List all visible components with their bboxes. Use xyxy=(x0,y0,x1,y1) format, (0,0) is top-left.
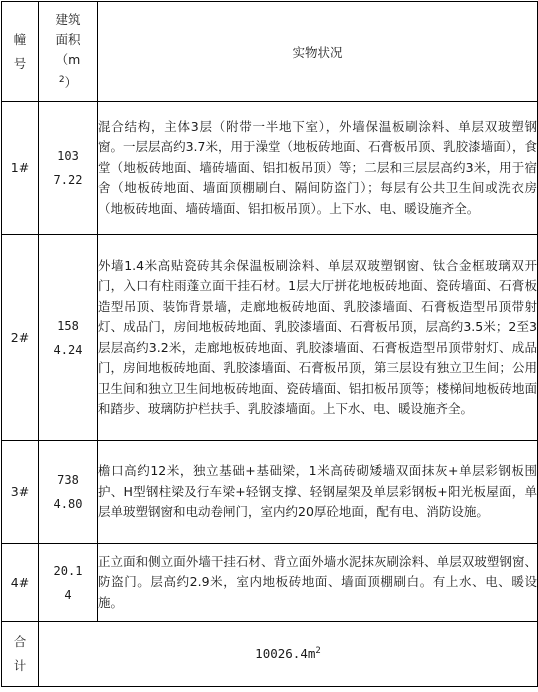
row-area: 20.14 xyxy=(39,544,98,622)
table-row xyxy=(2,102,538,235)
row-description: 正立面和侧立面外墙干挂石材、背立面外墙水泥抹灰刷涂料、单层双玻塑钢窗、防盗门。层高约2.9米，室内地板砖地面、墙面顶棚刷白。有上水、电、暖设施。 xyxy=(98,544,538,622)
row-area: 1584.24 xyxy=(39,235,98,441)
row-building-no: 4# xyxy=(2,544,39,622)
table-row xyxy=(2,235,538,441)
table-row xyxy=(2,441,538,544)
row-building-no: 1# xyxy=(2,102,39,235)
row-description: 檐口高约12米，独立基础+基础梁，1米高砖砌矮墙双面抹灰+单层彩钢板围护、H型钢柱梁及行车梁+轻钢支撑、轻钢屋架及单层彩钢板+阳光板屋面，单层单玻塑钢窗和电动卷闸门，室内约20厚砼地面，配有电、消防设施。 xyxy=(98,441,538,544)
header-building-no: 幢号 xyxy=(2,2,39,102)
header-description: 实物状况 xyxy=(98,2,538,102)
row-area: 7384.80 xyxy=(39,441,98,544)
total-label: 合计 xyxy=(2,622,39,687)
row-description: 混合结构，主体3层（附带一半地下室），外墙保温板刷涂料、单层双玻塑钢窗。一层层高约3.7米，用于澡堂（地板砖地面、石膏板吊顶、乳胶漆墙面），食堂（地板砖地面、墙砖墙面、铝扣板吊顶）等；二层和三层层高约3米，用于宿舍（地板砖地面、墙面顶棚刷白、隔间防盗门）；每层有公共卫生间或洗衣房（地板砖地面、墙砖墙面、铝扣板吊顶）。上下水、电、暖设施齐全。 xyxy=(98,102,538,235)
building-table xyxy=(1,1,538,687)
row-area: 1037.22 xyxy=(39,102,98,235)
row-building-no: 3# xyxy=(2,441,39,544)
table-row xyxy=(2,544,538,622)
total-row xyxy=(2,622,538,687)
row-building-no: 2# xyxy=(2,235,39,441)
header-area: 建筑面积$(m^2)$ xyxy=(39,2,98,102)
table-header-row xyxy=(2,2,538,102)
total-value: $10026.4m^2$ xyxy=(39,622,538,687)
row-description: 外墙1.4米高贴瓷砖其余保温板刷涂料、单层双玻塑钢窗、钛合金框玻璃双开门，入口有柱雨蓬立面干挂石材。1层大厅拼花地板砖地面、瓷砖墙面、石膏板造型吊顶、装饰背景墙，走廊地板砖地面、乳胶漆墙面、石膏板造型吊顶带射灯、成品门，房间地板砖地面、乳胶漆墙面、石膏板吊顶，层高约3.5米；2至3层层高约3.2米，走廊地板砖地面、乳胶漆墙面、石膏板造型吊顶带射灯、成品门，房间地板砖地面、乳胶漆墙面、石膏板吊顶，第三层设有独立卫生间；公用卫生间和独立卫生间地板砖地面、瓷砖墙面、铝扣板吊顶等；楼梯间地板砖地面和踏步、玻璃防护栏扶手、乳胶漆墙面。上下水、电、暖设施齐全。 xyxy=(98,235,538,441)
